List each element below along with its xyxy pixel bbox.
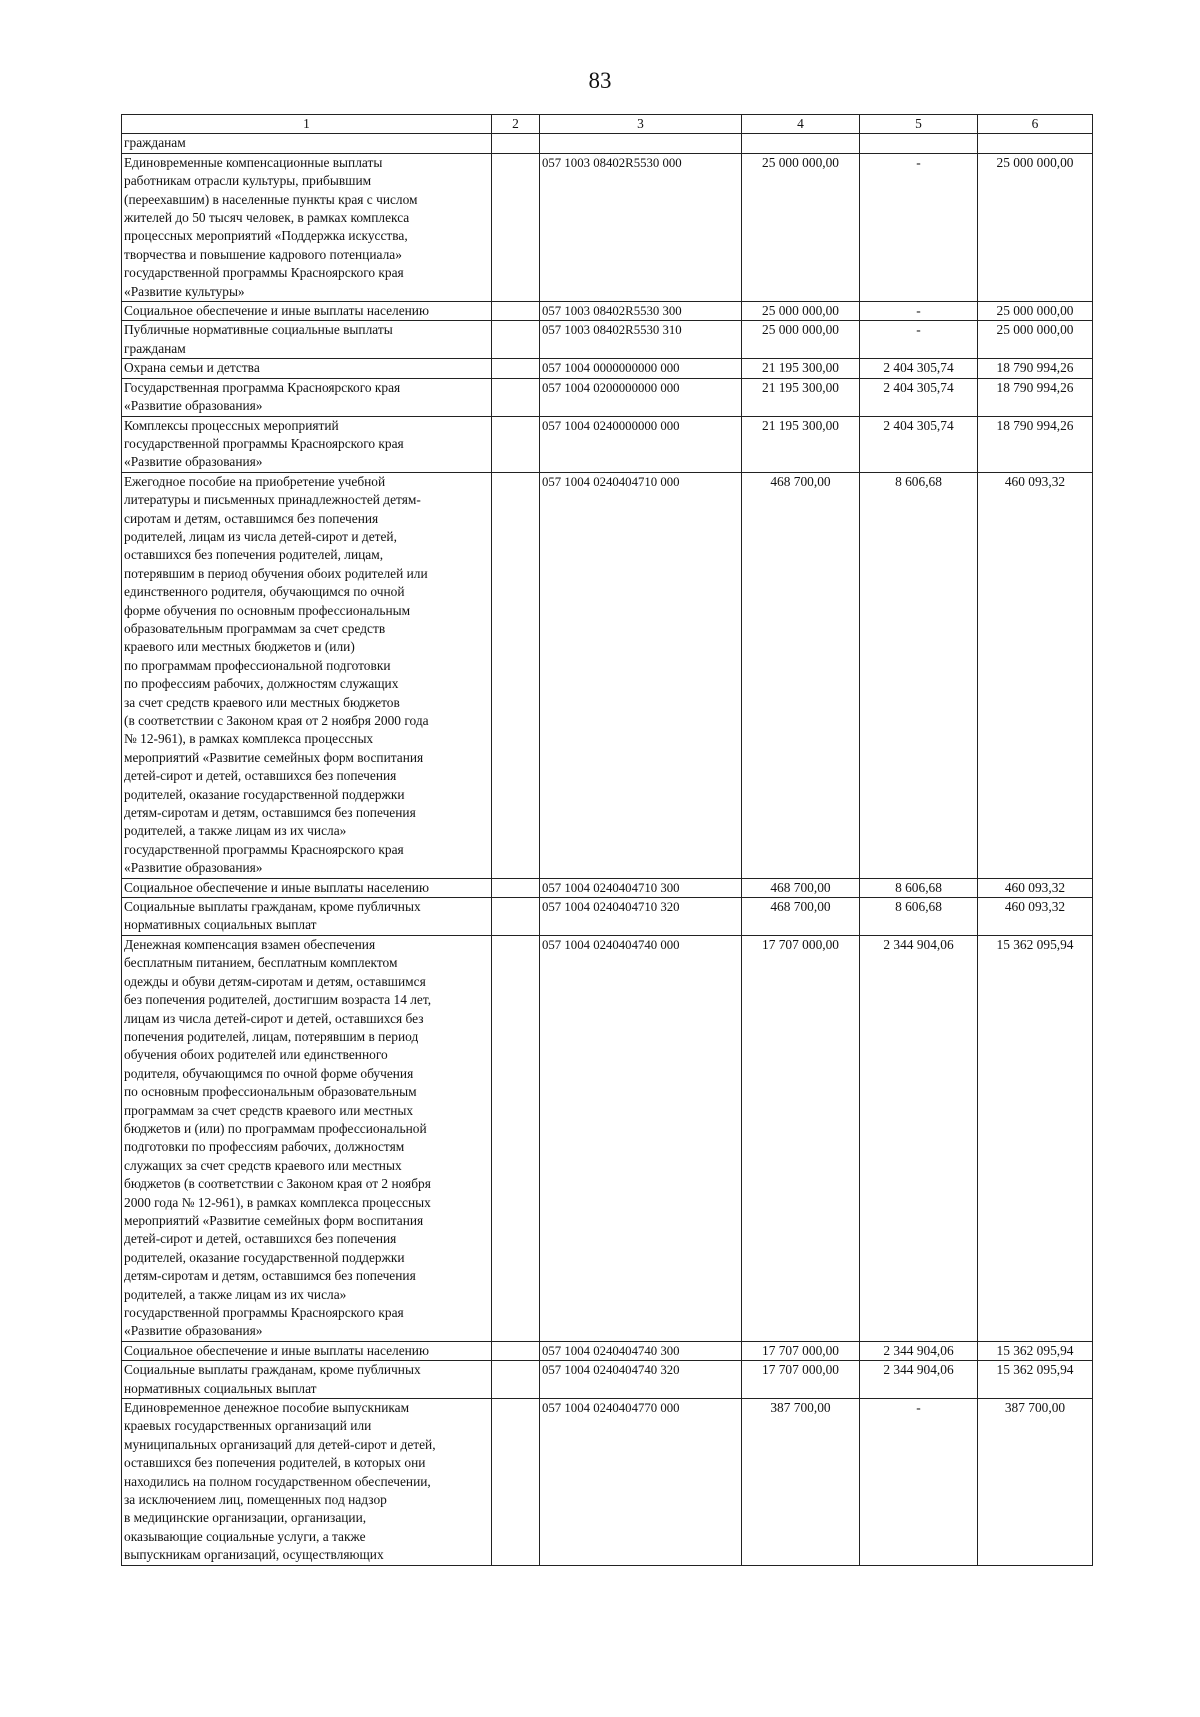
row-code-cell: 057 1004 0240000000 000 xyxy=(540,416,742,472)
row-amount-executed-cell: 2 404 305,74 xyxy=(860,416,978,472)
row-amount-planned-cell: 17 707 000,00 xyxy=(742,1361,860,1399)
row-amount-planned-cell: 468 700,00 xyxy=(742,878,860,897)
row-amount-remaining-cell: 15 362 095,94 xyxy=(978,1361,1093,1399)
row-code-cell: 057 1003 08402R5530 000 xyxy=(540,153,742,301)
row-code-cell: 057 1004 0200000000 000 xyxy=(540,378,742,416)
row-col2-cell xyxy=(492,153,540,301)
row-name-cell: Публичные нормативные социальные выплаты гражданам xyxy=(122,321,492,359)
table-row xyxy=(122,878,1093,897)
row-name-cell: Государственная программа Красноярского края «Развитие образования» xyxy=(122,378,492,416)
table-row xyxy=(122,1341,1093,1360)
row-col2-cell xyxy=(492,935,540,1341)
row-amount-planned-cell: 468 700,00 xyxy=(742,472,860,878)
row-amount-executed-cell: 8 606,68 xyxy=(860,472,978,878)
row-amount-executed-cell: - xyxy=(860,302,978,321)
row-amount-remaining-cell: 18 790 994,26 xyxy=(978,378,1093,416)
column-header: 6 xyxy=(978,115,1093,134)
row-amount-planned-cell: 387 700,00 xyxy=(742,1399,860,1566)
row-amount-executed-cell xyxy=(860,134,978,153)
row-name-cell: Социальное обеспечение и иные выплаты населению xyxy=(122,302,492,321)
row-name-cell: Социальное обеспечение и иные выплаты населению xyxy=(122,1341,492,1360)
table-row xyxy=(122,134,1093,153)
row-amount-remaining-cell: 460 093,32 xyxy=(978,472,1093,878)
row-code-cell: 057 1004 0240404740 320 xyxy=(540,1361,742,1399)
table-row xyxy=(122,472,1093,878)
row-code-cell: 057 1004 0240404740 300 xyxy=(540,1341,742,1360)
row-amount-remaining-cell: 18 790 994,26 xyxy=(978,359,1093,378)
row-amount-planned-cell: 21 195 300,00 xyxy=(742,359,860,378)
row-col2-cell xyxy=(492,321,540,359)
column-header: 3 xyxy=(540,115,742,134)
row-name-cell: Социальные выплаты гражданам, кроме публичных нормативных социальных выплат xyxy=(122,898,492,936)
row-amount-executed-cell: 8 606,68 xyxy=(860,878,978,897)
row-code-cell: 057 1004 0240404710 320 xyxy=(540,898,742,936)
row-name-cell: гражданам xyxy=(122,134,492,153)
row-name-cell: Комплексы процессных мероприятий государственной программы Красноярского края «Развитие образования» xyxy=(122,416,492,472)
table-header-row xyxy=(122,115,1093,134)
row-code-cell: 057 1004 0000000000 000 xyxy=(540,359,742,378)
row-code-cell: 057 1004 0240404740 000 xyxy=(540,935,742,1341)
row-col2-cell xyxy=(492,1361,540,1399)
row-name-cell: Единовременное денежное пособие выпускникам краевых государственных организаций или муниципальных организаций для детей-сирот и детей, оставшихся без попечения родителей, в которых они находились на полном государственном обеспечении, за исключением лиц, помещенных под надзор в медицинские организации, организации, оказывающие социальные услуги, а также выпускникам организаций, осуществляющих xyxy=(122,1399,492,1566)
row-amount-planned-cell: 21 195 300,00 xyxy=(742,416,860,472)
row-col2-cell xyxy=(492,416,540,472)
table-row xyxy=(122,359,1093,378)
row-amount-remaining-cell: 25 000 000,00 xyxy=(978,302,1093,321)
row-name-cell: Охрана семьи и детства xyxy=(122,359,492,378)
row-code-cell: 057 1004 0240404710 000 xyxy=(540,472,742,878)
row-code-cell: 057 1003 08402R5530 310 xyxy=(540,321,742,359)
row-code-cell: 057 1004 0240404770 000 xyxy=(540,1399,742,1566)
row-amount-planned-cell xyxy=(742,134,860,153)
row-name-cell: Социальные выплаты гражданам, кроме публичных нормативных социальных выплат xyxy=(122,1361,492,1399)
row-col2-cell xyxy=(492,1341,540,1360)
row-amount-remaining-cell: 460 093,32 xyxy=(978,878,1093,897)
table-row xyxy=(122,302,1093,321)
page-number: 83 xyxy=(588,68,612,93)
row-amount-executed-cell: 2 404 305,74 xyxy=(860,378,978,416)
row-amount-executed-cell: 2 404 305,74 xyxy=(860,359,978,378)
row-amount-executed-cell: - xyxy=(860,1399,978,1566)
row-col2-cell xyxy=(492,359,540,378)
row-code-cell xyxy=(540,134,742,153)
column-header: 4 xyxy=(742,115,860,134)
row-amount-remaining-cell: 387 700,00 xyxy=(978,1399,1093,1566)
table-row xyxy=(122,1399,1093,1566)
row-name-cell: Ежегодное пособие на приобретение учебной литературы и письменных принадлежностей детям- сиротам и детям, оставшимся без попечения родителей, лицам из числа детей-сирот и детей, оставшихся без попечения родителей, лицам, потерявшим в период обучения обоих родителей или единственного родителя, обучающимся по очной форме обучения по основным профессиональным образовательным программам за счет средств краевого или местных бюджетов и (или) по программам профессиональной подготовки по профессиям рабочих, должностям служащих за счет средств краевого или местных бюджетов (в соответствии с Законом края от 2 ноября 2000 года № 12-961), в рамках комплекса процессных мероприятий «Развитие семейных форм воспитания детей-сирот и детей, оставшихся без попечения родителей, оказание государственной поддержки детям-сиротам и детям, оставшимся без попечения родителей, а также лицам из их числа» государственной программы Красноярского края «Развитие образования» xyxy=(122,472,492,878)
row-amount-remaining-cell: 25 000 000,00 xyxy=(978,321,1093,359)
row-amount-planned-cell: 468 700,00 xyxy=(742,898,860,936)
table-row xyxy=(122,1361,1093,1399)
row-amount-planned-cell: 21 195 300,00 xyxy=(742,378,860,416)
row-col2-cell xyxy=(492,378,540,416)
row-amount-executed-cell: 2 344 904,06 xyxy=(860,1361,978,1399)
row-amount-planned-cell: 25 000 000,00 xyxy=(742,153,860,301)
row-amount-executed-cell: - xyxy=(860,321,978,359)
table-row xyxy=(122,378,1093,416)
table-row xyxy=(122,935,1093,1341)
row-name-cell: Денежная компенсация взамен обеспечения бесплатным питанием, бесплатным комплектом одежды и обуви детям-сиротам и детям, оставшимся без попечения родителей, достигшим возраста 14 лет, лицам из числа детей-сирот и детей, оставшихся без попечения родителей, лицам, потерявшим в период обучения обоих родителей или единственного родителя, обучающимся по очной форме обучения по основным профессиональным образовательным программам за счет средств краевого или местных бюджетов и (или) по программам профессиональной подготовки по профессиям рабочих, должностям служащих за счет средств краевого или местных бюджетов (в соответствии с Законом края от 2 ноября 2000 года № 12-961), в рамках комплекса процессных мероприятий «Развитие семейных форм воспитания детей-сирот и детей, оставшихся без попечения родителей, оказание государственной поддержки детям-сиротам и детям, оставшимся без попечения родителей, а также лицам из их числа» государственной программы Красноярского края «Развитие образования» xyxy=(122,935,492,1341)
row-col2-cell xyxy=(492,878,540,897)
column-header: 2 xyxy=(492,115,540,134)
row-amount-remaining-cell: 15 362 095,94 xyxy=(978,1341,1093,1360)
row-code-cell: 057 1004 0240404710 300 xyxy=(540,878,742,897)
row-name-cell: Социальное обеспечение и иные выплаты населению xyxy=(122,878,492,897)
table-row xyxy=(122,153,1093,301)
table-row xyxy=(122,321,1093,359)
row-col2-cell xyxy=(492,1399,540,1566)
row-code-cell: 057 1003 08402R5530 300 xyxy=(540,302,742,321)
row-amount-planned-cell: 17 707 000,00 xyxy=(742,1341,860,1360)
row-amount-remaining-cell: 25 000 000,00 xyxy=(978,153,1093,301)
budget-table xyxy=(121,114,1093,1566)
row-amount-remaining-cell: 460 093,32 xyxy=(978,898,1093,936)
row-col2-cell xyxy=(492,134,540,153)
row-amount-planned-cell: 17 707 000,00 xyxy=(742,935,860,1341)
row-amount-executed-cell: 2 344 904,06 xyxy=(860,1341,978,1360)
table-row xyxy=(122,416,1093,472)
row-col2-cell xyxy=(492,898,540,936)
row-amount-remaining-cell: 15 362 095,94 xyxy=(978,935,1093,1341)
column-header: 5 xyxy=(860,115,978,134)
row-col2-cell xyxy=(492,472,540,878)
row-amount-executed-cell: 8 606,68 xyxy=(860,898,978,936)
row-amount-planned-cell: 25 000 000,00 xyxy=(742,321,860,359)
table-row xyxy=(122,898,1093,936)
row-amount-remaining-cell xyxy=(978,134,1093,153)
row-col2-cell xyxy=(492,302,540,321)
row-amount-remaining-cell: 18 790 994,26 xyxy=(978,416,1093,472)
column-header: 1 xyxy=(122,115,492,134)
row-amount-planned-cell: 25 000 000,00 xyxy=(742,302,860,321)
row-amount-executed-cell: - xyxy=(860,153,978,301)
row-name-cell: Единовременные компенсационные выплаты работникам отрасли культуры, прибывшим (переехавшим) в населенные пункты края с числом жителей до 50 тысяч человек, в рамках комплекса процессных мероприятий «Поддержка искусства, творчества и повышение кадрового потенциала» государственной программы Красноярского края «Развитие культуры» xyxy=(122,153,492,301)
row-amount-executed-cell: 2 344 904,06 xyxy=(860,935,978,1341)
